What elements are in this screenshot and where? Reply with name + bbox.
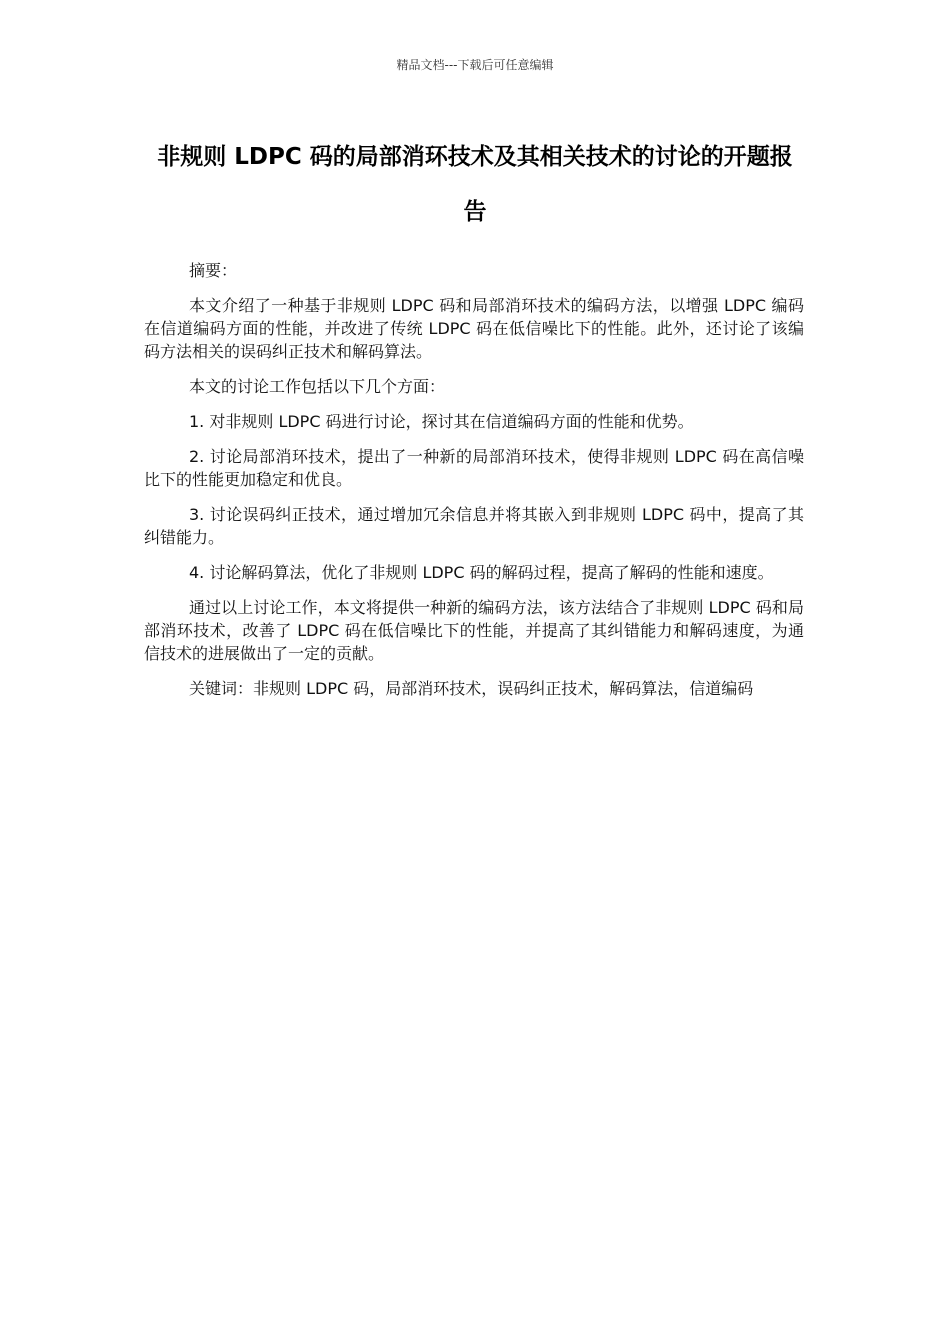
list-item-1: 1. 对非规则 LDPC 码进行讨论，探讨其在信道编码方面的性能和优势。 [189,412,694,431]
list-item-2: 2. 讨论局部消环技术，提出了一种新的局部消环技术，使得非规则 LDPC 码在高信噪比下的性能更加稳定和优良。 [144,447,804,489]
conclusion-paragraph: 通过以上讨论工作，本文将提供一种新的编码方法，该方法结合了非规则 LDPC 码和局部消环技术，改善了 LDPC 码在低信噪比下的性能，并提高了其纠错能力和解码速度，为通信技术的进展做出了一定的贡献。 [144,598,804,663]
aspects-intro-paragraph: 本文的讨论工作包括以下几个方面： [189,377,446,396]
list-item-4: 4. 讨论解码算法，优化了非规则 LDPC 码的解码过程，提高了解码的性能和速度。 [189,563,774,582]
intro-paragraph: 本文介绍了一种基于非规则 LDPC 码和局部消环技术的编码方法，以增强 LDPC 编码在信道编码方面的性能，并改进了传统 LDPC 码在低信噪比下的性能。此外，还讨论了该编码方法相关的误码纠正技术和解码算法。 [144,296,804,361]
abstract-label: 摘要： [189,261,238,280]
list-item-3: 3. 讨论误码纠正技术，通过增加冗余信息并将其嵌入到非规则 LDPC 码中，提高了其纠错能力。 [144,505,804,547]
document-title: 非规则 LDPC 码的局部消环技术及其相关技术的讨论的开题报告 [157,144,793,225]
keywords-paragraph: 关键词：非规则 LDPC 码，局部消环技术，误码纠正技术，解码算法，信道编码 [189,679,754,698]
header-note: 精品文档---下载后可任意编辑 [396,58,554,72]
document-body [144,259,804,712]
